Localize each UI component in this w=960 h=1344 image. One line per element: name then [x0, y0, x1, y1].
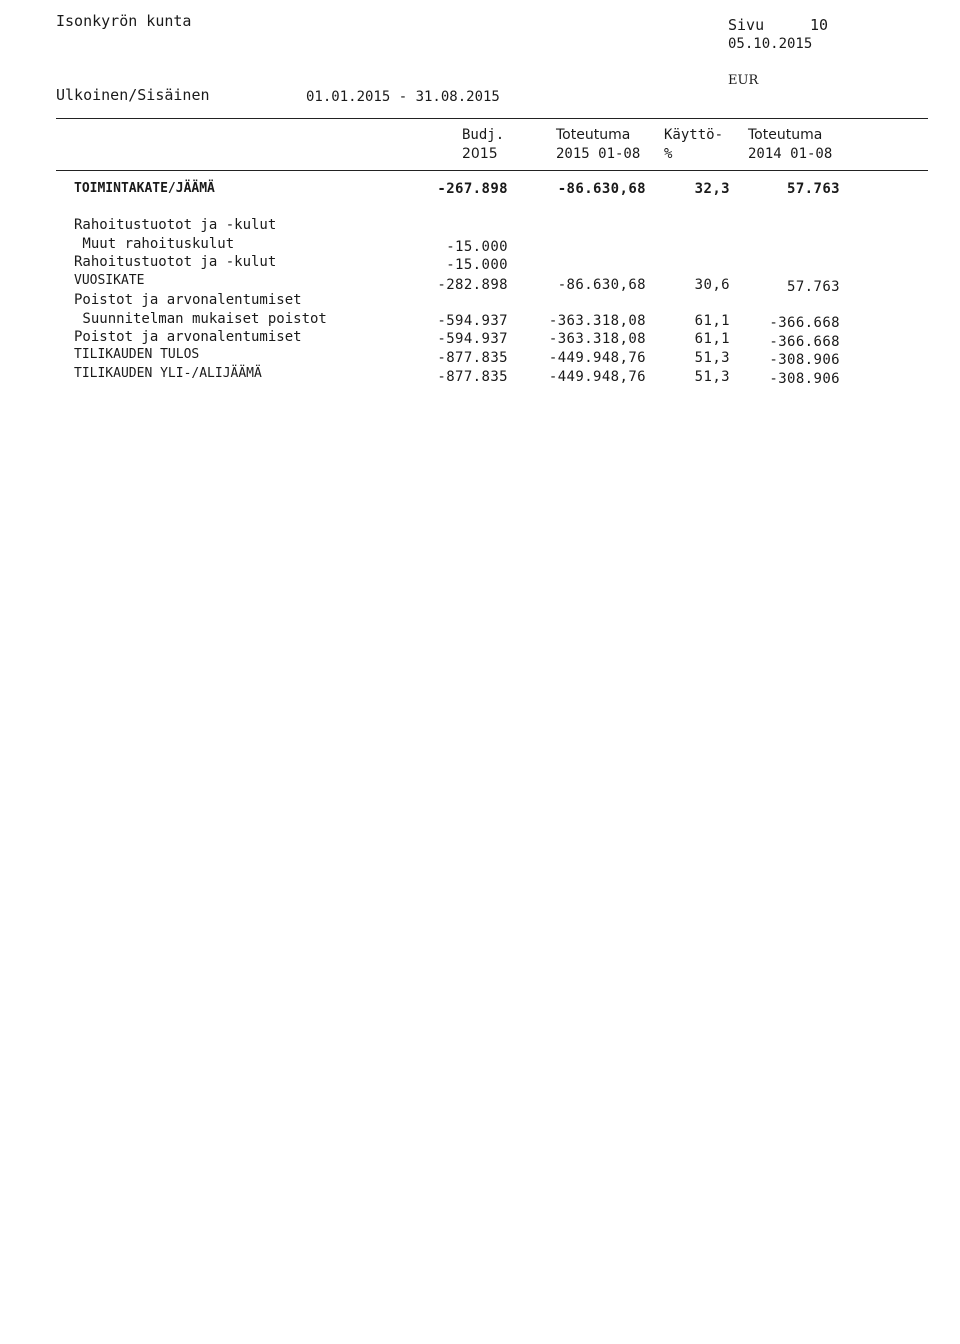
table-row-label: Poistot ja arvonalentumiset: [74, 292, 302, 308]
table-row-label: Muut rahoituskulut: [74, 236, 235, 252]
table-cell-prev: -308.906: [769, 371, 840, 387]
table-cell-budget: -877.835: [437, 369, 508, 385]
table-cell-actual: -449.948,76: [548, 369, 646, 385]
col-prev-period: 2014 01-08: [748, 146, 833, 162]
report-period: 01.01.2015 - 31.08.2015: [306, 89, 500, 105]
table-row-label: Suunnitelman mukaiset poistot: [74, 311, 327, 327]
table-cell-actual: -363.318,08: [548, 331, 646, 347]
summary-usage: 32,3: [694, 181, 730, 197]
organization-name: Isonkyrön kunta: [56, 12, 192, 30]
page-number: 10: [810, 16, 829, 34]
table-cell-usage: 61,1: [694, 331, 730, 347]
table-row-label: Poistot ja arvonalentumiset: [74, 329, 302, 345]
table-cell-usage: 51,3: [694, 369, 730, 385]
summary-budget: -267.898: [437, 181, 508, 197]
table-row-label: TILIKAUDEN TULOS: [74, 347, 200, 362]
table-cell-actual: -363.318,08: [548, 313, 646, 329]
print-date: 05.10.2015: [728, 36, 813, 52]
col-prev-title: Toteutuma: [748, 127, 823, 143]
table-cell-actual: -449.948,76: [548, 350, 646, 366]
col-actual-period: 2015 01-08: [556, 146, 641, 162]
table-cell-budget: -282.898: [437, 277, 508, 293]
page-label: Sivu: [728, 16, 765, 34]
table-cell-usage: 30,6: [694, 277, 730, 293]
table-cell-usage: 51,3: [694, 350, 730, 366]
col-actual-title: Toteutuma: [556, 127, 631, 143]
table-cell-prev: 57.763: [787, 279, 840, 295]
table-cell-usage: 61,1: [694, 313, 730, 329]
table-cell-budget: -877.835: [437, 350, 508, 366]
table-cell-prev: -308.906: [769, 352, 840, 368]
table-cell-prev: -366.668: [769, 315, 840, 331]
report-scope: Ulkoinen/Sisäinen: [56, 86, 210, 104]
table-row-label: Rahoitustuotot ja -kulut: [74, 254, 277, 270]
table-cell-actual: -86.630,68: [557, 277, 646, 293]
col-budget-year: 2015: [462, 146, 498, 162]
table-cell-budget: -594.937: [437, 331, 508, 347]
column-header-rule: [56, 170, 928, 171]
table-row-label: Rahoitustuotot ja -kulut: [74, 217, 277, 233]
table-cell-budget: -594.937: [437, 313, 508, 329]
summary-actual: -86.630,68: [557, 181, 646, 197]
col-usage-title: Käyttö-: [664, 127, 724, 143]
table-cell-budget: -15.000: [446, 257, 508, 273]
table-row-label: VUOSIKATE: [74, 273, 145, 288]
col-budget-title: Budj.: [462, 127, 505, 143]
summary-prev: 57.763: [787, 181, 840, 197]
header-rule: [56, 118, 928, 119]
currency-label: EUR: [728, 73, 759, 88]
table-cell-budget: -15.000: [446, 239, 508, 255]
col-usage-unit: %: [664, 146, 673, 162]
summary-label: TOIMINTAKATE/JÄÄMÄ: [74, 181, 215, 196]
table-row-label: TILIKAUDEN YLI-/ALIJÄÄMÄ: [74, 366, 262, 381]
table-cell-prev: -366.668: [769, 334, 840, 350]
